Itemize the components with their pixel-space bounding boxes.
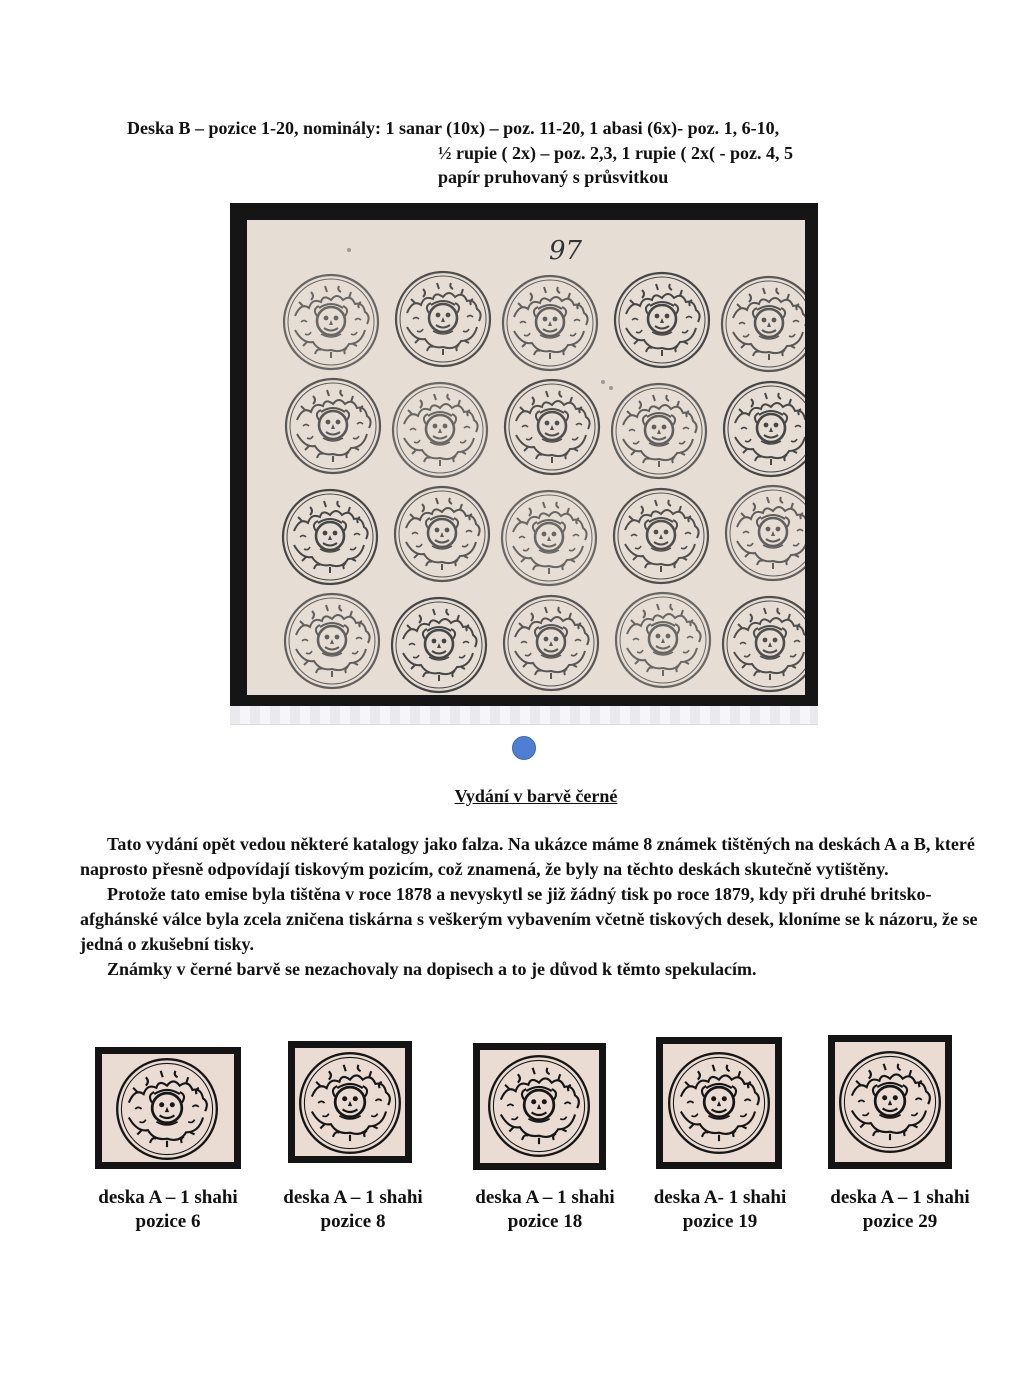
stamp-caption-5 xyxy=(810,1186,990,1234)
caption-line-1: deska A – 1 shahi xyxy=(98,1187,238,1208)
stamp-image-1 xyxy=(102,1054,234,1162)
body-text xyxy=(80,832,980,982)
section-title: Vydání v barvě černé xyxy=(454,786,618,806)
sheet-stamp-impression xyxy=(282,591,382,691)
caption-line-2: pozice 6 xyxy=(135,1211,201,1232)
lion-stamp-icon xyxy=(114,1056,220,1162)
handwritten-number: 97 xyxy=(549,236,583,266)
sheet-stamp-impression xyxy=(611,486,711,586)
stamp-caption-1 xyxy=(78,1186,258,1234)
lion-stamp-icon xyxy=(837,1049,943,1155)
caption-line-1: deska A- 1 shahi xyxy=(653,1187,787,1208)
lion-stamp-icon xyxy=(282,591,382,691)
sheet-stamp-impression xyxy=(612,270,712,370)
stamp-image-3 xyxy=(480,1050,599,1163)
lion-stamp-icon xyxy=(297,1050,403,1156)
sheet-stamp-impression xyxy=(613,590,713,690)
stamp-caption-3 xyxy=(455,1186,635,1234)
lion-stamp-icon xyxy=(502,377,602,477)
stamp-caption-2 xyxy=(263,1186,443,1234)
sheet-stamp-impression xyxy=(723,483,805,583)
header-line-3: papír pruhovaný s průsvitkou xyxy=(438,167,669,187)
lion-stamp-icon xyxy=(609,381,709,481)
caption-line-1: deska A – 1 shahi xyxy=(283,1187,423,1208)
lion-stamp-icon xyxy=(499,488,599,588)
caption-line-2: pozice 19 xyxy=(682,1211,758,1232)
lion-stamp-icon xyxy=(723,483,805,583)
sheet-stamp-impression xyxy=(390,380,490,480)
stamp-image-5 xyxy=(835,1042,945,1162)
lion-stamp-icon xyxy=(486,1053,592,1159)
lion-stamp-icon xyxy=(719,274,805,374)
paragraph-2: Protože tato emise byla tištěna v roce 1878 a nevyskytl se již žádný tisk po roce 1879, kdy při druhé britsko-afghánské válce byla zcela zničena tiskárna s veškerým vybavením včetně tiskových desek, kloníme se k názoru, že se jedná o zkušební tisky. xyxy=(80,884,978,954)
lion-stamp-icon xyxy=(720,594,805,694)
paragraph-1: Tato vydání opět vedou některé katalogy jako falza. Na ukázce máme 8 známek tištěných na deskách A a B, které naprosto přesně odpovídají tiskovým pozicím, což znamená, že byly na těchto deskách skutečně vytištěny. xyxy=(80,834,975,879)
caption-line-2: pozice 8 xyxy=(320,1211,386,1232)
lion-stamp-icon xyxy=(666,1050,772,1156)
sheet-stamp-impression xyxy=(500,273,600,373)
sheet-stamp-impression xyxy=(280,487,380,587)
lion-stamp-icon xyxy=(281,272,381,372)
lion-stamp-icon xyxy=(612,270,712,370)
lion-stamp-icon xyxy=(500,273,600,373)
lion-stamp-icon xyxy=(389,595,489,695)
lion-stamp-icon xyxy=(280,487,380,587)
sheet-stamp-impression xyxy=(281,272,381,372)
sheet-stamp-impression xyxy=(389,595,489,695)
lion-stamp-icon xyxy=(392,484,492,584)
lion-stamp-icon xyxy=(721,379,805,479)
header-line-1: Deska B – pozice 1-20, nominály: 1 sanar (10x) – poz. 11-20, 1 abasi (6x)- poz. 1, 6-10, xyxy=(127,118,780,138)
sheet-stamp-impression xyxy=(392,484,492,584)
caption-line-1: deska A – 1 shahi xyxy=(475,1187,615,1208)
sheet-mount-strip xyxy=(230,706,818,725)
header-line-2: ½ rupie ( 2x) – poz. 2,3, 1 rupie ( 2x( - poz. 4, 5 xyxy=(438,143,793,163)
sheet-stamp-impression xyxy=(720,594,805,694)
lion-stamp-icon xyxy=(611,486,711,586)
lion-stamp-icon xyxy=(613,590,713,690)
blue-dot-marker xyxy=(512,736,536,760)
lion-stamp-icon xyxy=(393,269,493,369)
caption-line-2: pozice 29 xyxy=(862,1211,938,1232)
stamp-image-2 xyxy=(295,1048,405,1156)
sheet-stamp-impression xyxy=(499,488,599,588)
lion-stamp-icon xyxy=(390,380,490,480)
stamp-sheet xyxy=(247,220,805,695)
sheet-stamp-impression xyxy=(719,274,805,374)
caption-line-1: deska A – 1 shahi xyxy=(830,1187,970,1208)
sheet-stamp-impression xyxy=(501,593,601,693)
sheet-stamp-impression xyxy=(502,377,602,477)
lion-stamp-icon xyxy=(283,376,383,476)
stamp-caption-4 xyxy=(630,1186,810,1234)
sheet-stamp-impression xyxy=(721,379,805,479)
paragraph-3: Známky v černé barvě se nezachovaly na dopisech a to je důvod k těmto spekulacím. xyxy=(107,959,757,979)
sheet-stamp-impression xyxy=(283,376,383,476)
stamp-image-4 xyxy=(663,1044,775,1162)
sheet-stamp-impression xyxy=(393,269,493,369)
sheet-stamp-impression xyxy=(609,381,709,481)
caption-line-2: pozice 18 xyxy=(507,1211,583,1232)
lion-stamp-icon xyxy=(501,593,601,693)
